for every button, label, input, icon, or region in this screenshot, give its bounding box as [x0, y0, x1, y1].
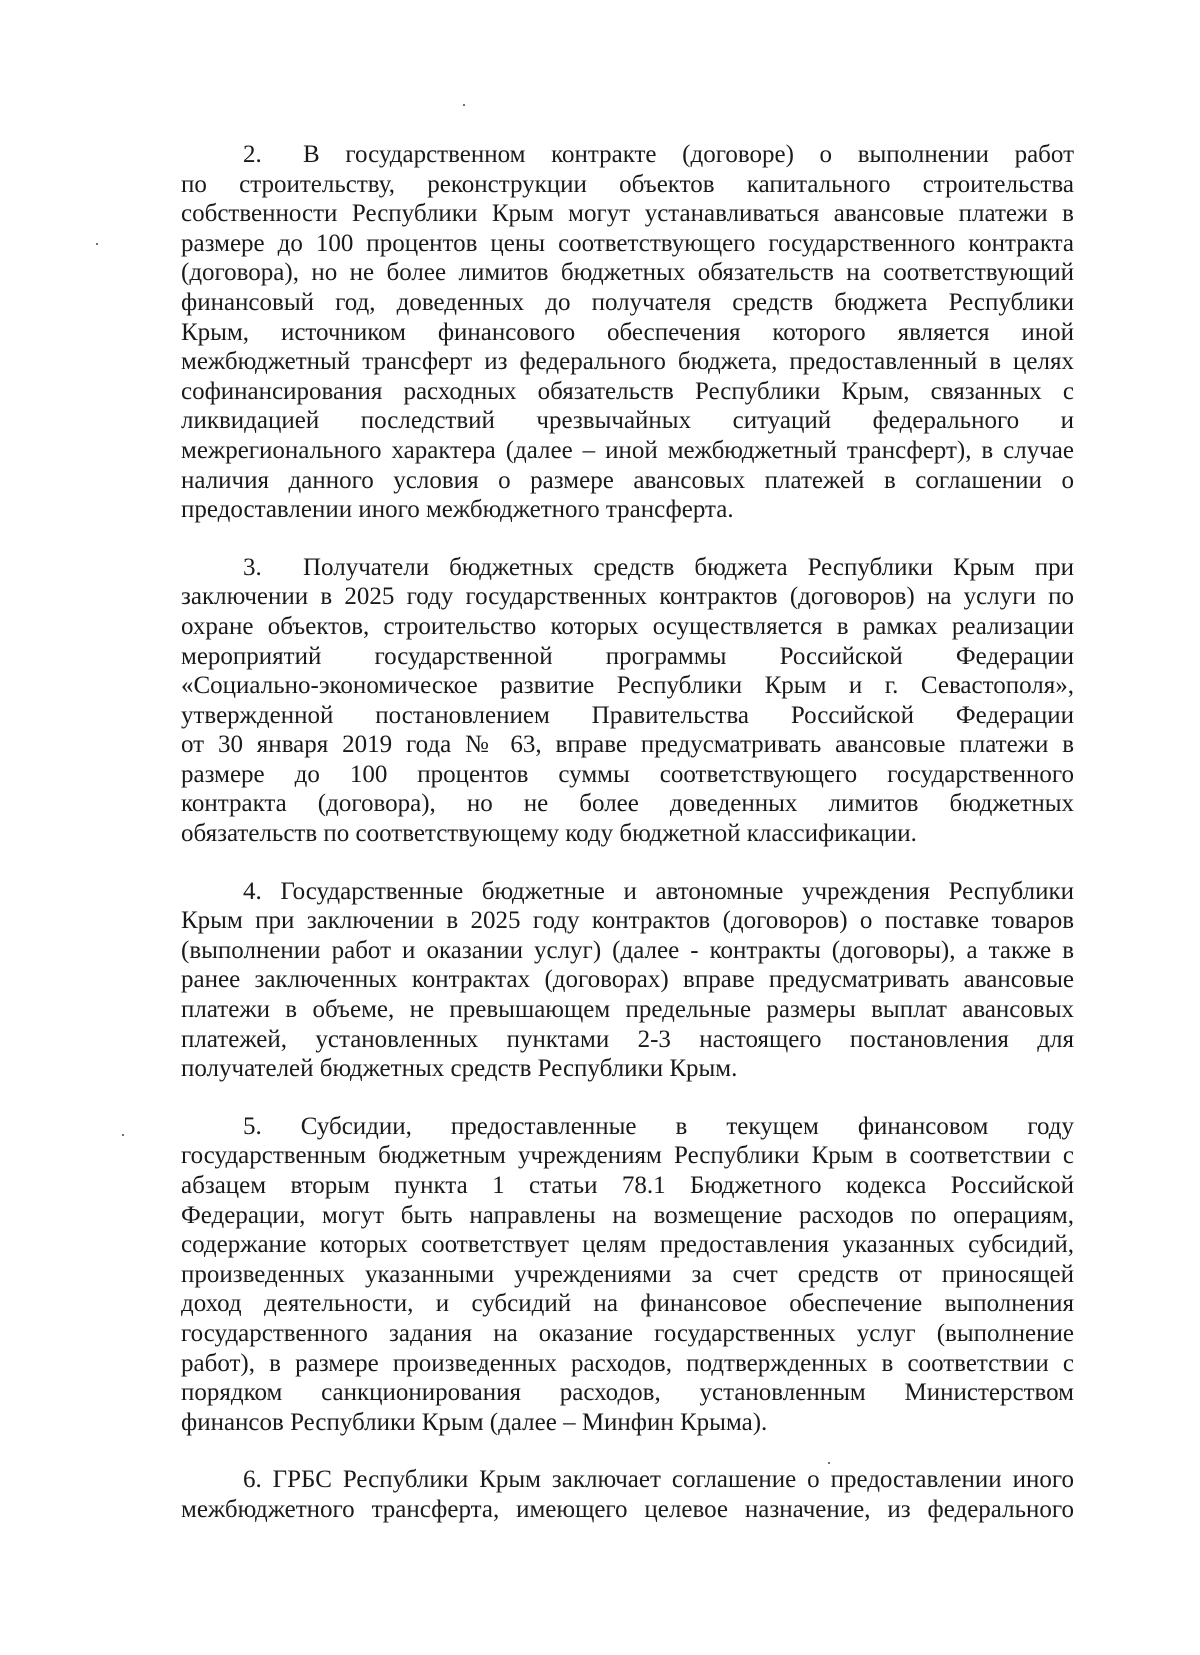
paragraph-number: 2.	[243, 141, 262, 168]
paragraph-line: по строительству, реконструкции объектов капитального строительства	[181, 170, 1074, 198]
paragraph-line: межбюджетного трансферта, имеющего целевое назначение, из федерального	[181, 1495, 1074, 1523]
paragraph-line: 5. Субсидии, предоставленные в текущем финансовом году	[243, 1112, 1074, 1140]
paragraph-line: Крым при заключении в 2025 году контрактов (договоров) о поставке товаров	[181, 907, 1074, 935]
paragraph-line: охране объектов, строительство которых осуществляется в рамках реализации	[181, 612, 1074, 640]
paragraph-4	[181, 877, 1074, 1084]
paragraph-line: порядком санкционирования расходов, установленным Министерством	[181, 1379, 1074, 1407]
paragraph-6	[181, 1465, 1074, 1524]
paragraph-line: 6. ГРБС Республики Крым заключает соглашение о предоставлении иного	[243, 1466, 1074, 1494]
paragraph-line: работ), в размере произведенных расходов, подтвержденных в соответствии с	[181, 1349, 1074, 1377]
paragraph-5	[181, 1112, 1074, 1438]
paragraph-line: платежей, установленных пунктами 2-3 настоящего постановления для	[181, 1025, 1074, 1053]
paragraph-line: Федерации, могут быть направлены на возмещение расходов по операциям,	[181, 1201, 1074, 1229]
paragraph-line: 2. В государственном контракте (договоре) о выполнении работ	[243, 141, 1074, 168]
scan-speck	[122, 1134, 124, 1136]
paragraph-line: мероприятий государственной программы Российской Федерации	[181, 642, 1074, 670]
paragraph-line: Крым, источником финансового обеспечения которого является иной	[181, 318, 1074, 346]
paragraph-line: финансовый год, доведенных до получателя средств бюджета Республики	[181, 288, 1074, 316]
paragraph-line: платежи в объеме, не превышающем предельные размеры выплат авансовых	[181, 996, 1074, 1024]
paragraph-line: предоставлении иного межбюджетного трансферта.	[181, 496, 734, 524]
paragraph-line: произведенных указанными учреждениями за счет средств от приносящей	[181, 1260, 1074, 1288]
paragraph-line: ранее заключенных контрактах (договорах) вправе предусматривать авансовые	[181, 966, 1074, 994]
paragraph-line: государственного задания на оказание государственных услуг (выполнение	[181, 1319, 1074, 1347]
scan-speck	[463, 104, 465, 106]
paragraph-line: межрегионального характера (далее – иной межбюджетный трансферт), в случае	[181, 436, 1074, 464]
scan-speck	[96, 243, 98, 245]
paragraph-line: (выполнении работ и оказании услуг) (далее - контракты (договоры), а также в	[181, 936, 1074, 964]
paragraph-line: получателей бюджетных средств Республики Крым.	[181, 1055, 738, 1083]
paragraph-line: наличия данного условия о размере авансовых платежей в соглашении о	[181, 466, 1074, 494]
paragraph-line: ликвидацией последствий чрезвычайных ситуаций федерального и	[181, 407, 1074, 435]
paragraph-line: «Социально-экономическое развитие Республики Крым и г. Севастополя»,	[181, 672, 1074, 700]
paragraph-line: межбюджетный трансферт из федерального бюджета, предоставленный в целях	[181, 348, 1074, 376]
paragraph-2	[181, 140, 1074, 525]
paragraph-line: финансов Республики Крым (далее – Минфин Крыма).	[181, 1408, 768, 1436]
paragraph-line: от 30 января 2019 года № 63, вправе предусматривать авансовые платежи в	[181, 731, 1074, 759]
paragraph-line: размере до 100 процентов цены соответствующего государственного контракта	[181, 229, 1074, 257]
paragraph-line: 4. Государственные бюджетные и автономные учреждения Республики	[243, 877, 1074, 905]
document-body	[181, 140, 1074, 1553]
paragraph-number: 3.	[243, 553, 262, 581]
paragraph-line: размере до 100 процентов суммы соответствующего государственного	[181, 760, 1074, 788]
paragraph-line: абзацем вторым пункта 1 статьи 78.1 Бюджетного кодекса Российской	[181, 1172, 1074, 1199]
paragraph-line: заключении в 2025 году государственных контрактов (договоров) на услуги по	[181, 583, 1074, 611]
paragraph-line: (договора), но не более лимитов бюджетных обязательств на соответствующий	[181, 259, 1074, 287]
paragraph-line: государственным бюджетным учреждениям Республики Крым в соответствии с	[181, 1142, 1074, 1170]
paragraph-3	[181, 553, 1074, 849]
paragraph-line: софинансирования расходных обязательств Республики Крым, связанных с	[181, 377, 1074, 405]
paragraph-line: содержание которых соответствует целям предоставления указанных субсидий,	[181, 1231, 1074, 1259]
paragraph-line: собственности Республики Крым могут устанавливаться авансовые платежи в	[181, 200, 1074, 228]
paragraph-line: доход деятельности, и субсидий на финансовое обеспечение выполнения	[181, 1290, 1074, 1318]
paragraph-line: контракта (договора), но не более доведенных лимитов бюджетных	[181, 790, 1074, 818]
paragraph-line: утвержденной постановлением Правительства Российской Федерации	[181, 701, 1074, 729]
paragraph-line: обязательств по соответствующему коду бюджетной классификации.	[181, 820, 917, 848]
paragraph-line: 3. Получатели бюджетных средств бюджета Республики Крым при	[243, 553, 1074, 581]
